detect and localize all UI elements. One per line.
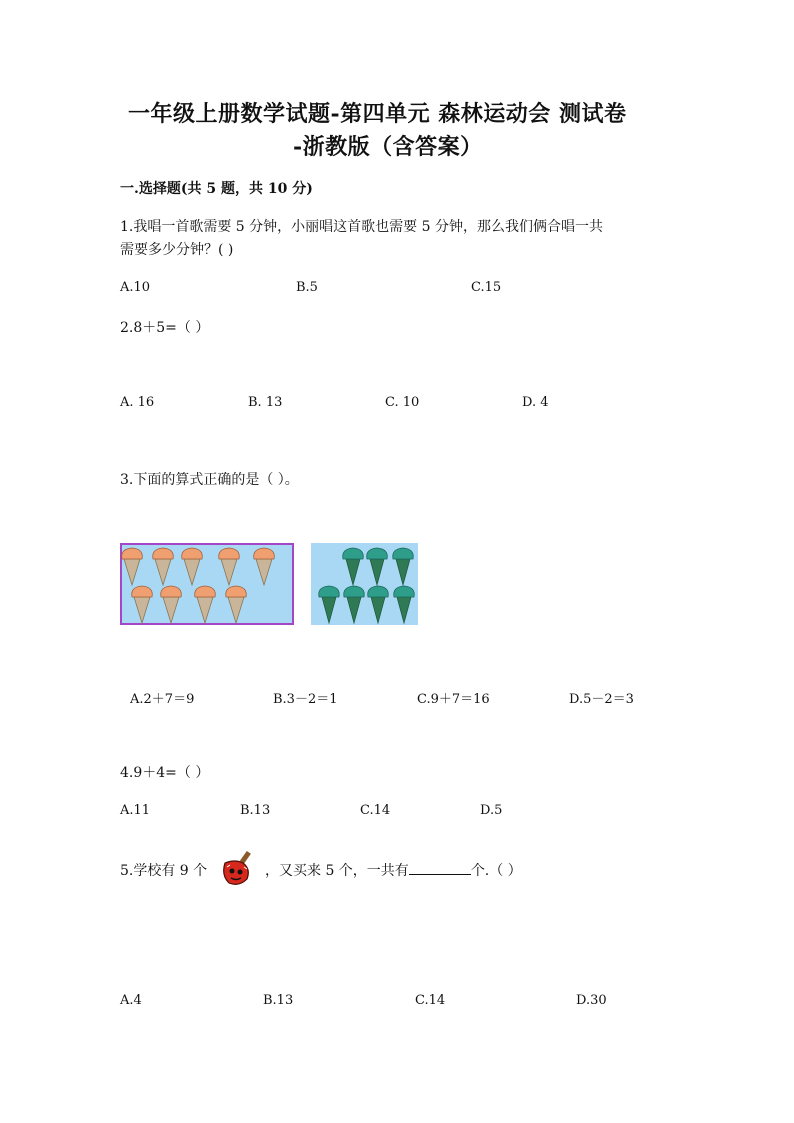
orange-ice-cream-panel [120,543,294,625]
q5-option-c[interactable]: C.14 [415,993,446,1008]
q3-option-c[interactable]: C.9＋7＝16 [417,692,490,707]
question-5-stem-middle [265,860,522,880]
q1-option-a[interactable]: A.10 [120,280,151,295]
paint-brush-icon [219,849,255,887]
page-title-line2: -浙教版（含答案） [293,134,483,160]
q5-option-d[interactable]: D.30 [576,993,607,1008]
question-4-stem: 4.9＋4=（ ） [120,765,210,781]
question-1-line1: 1.我唱一首歌需要 5 分钟，小丽唱这首歌也需要 5 分钟，那么我们俩合唱一共 [120,219,603,235]
question-5-stem-after: ，又买来 5 个，一共有 [265,863,409,879]
question-3-stem: 3.下面的算式正确的是（ ）。 [120,472,299,488]
q5-option-b[interactable]: B.13 [263,993,294,1008]
q2-option-d[interactable]: D. 4 [522,395,549,410]
q3-option-b[interactable]: B.3－2＝1 [273,692,338,707]
q2-option-c[interactable]: C. 10 [385,395,420,410]
page-title-line1: 一年级上册数学试题-第四单元 森林运动会 测试卷 [128,101,627,127]
q3-option-d[interactable]: D.5－2＝3 [569,692,634,707]
answer-blank[interactable] [409,862,471,875]
q1-option-b[interactable]: B.5 [296,280,318,295]
question-1-line2: 需要多少分钟？( ) [120,242,234,258]
q4-option-a[interactable]: A.11 [120,803,151,818]
question-5-stem-start: 5.学校有 9 个 [120,863,208,879]
section-heading: 一.选择题(共 5 题，共 10 分) [120,181,313,197]
q2-option-a[interactable]: A. 16 [120,395,155,410]
q4-option-d[interactable]: D.5 [480,803,503,818]
q4-option-c[interactable]: C.14 [360,803,391,818]
q3-option-a[interactable]: A.2＋7＝9 [130,692,195,707]
q2-option-b[interactable]: B. 13 [248,395,283,410]
q4-option-b[interactable]: B.13 [240,803,271,818]
question-2-stem: 2.8＋5=（ ） [120,320,210,336]
teal-ice-cream-panel [311,543,418,625]
question-5-stem-end: 个.（ ） [470,863,522,879]
q5-option-a[interactable]: A.4 [120,993,142,1008]
q1-option-c[interactable]: C.15 [471,280,502,295]
